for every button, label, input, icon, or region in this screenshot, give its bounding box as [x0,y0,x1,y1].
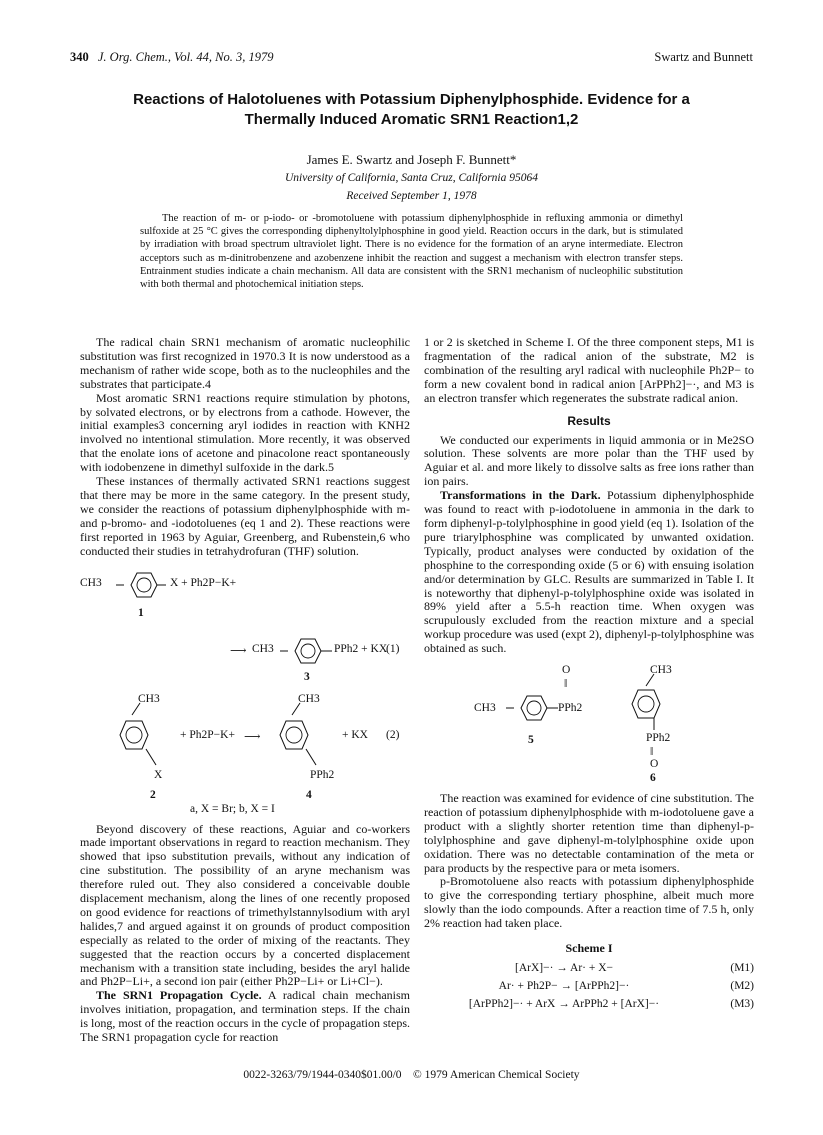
eq1-arrow: ⟶ [230,644,247,657]
struct6-double-bond: ‖ [650,746,654,759]
eq1-product-ch3: CH3 [252,642,274,655]
eq1-reactant-ring [116,567,166,603]
article-title: Reactions of Halotoluenes with Potassium Diphenylphosphide. Evidence for a Thermally Induced Aromatic SRN1 Reaction1,2 [133,91,690,128]
author-line: James E. Swartz and Joseph F. Bunnett* [306,152,517,167]
scheme-equation: Ar· + Ph2P− → [ArPPh2]−· [498,980,630,993]
article-code: 0022-3263/79/1944-0340$01.00/0 [243,1069,402,1081]
scheme-row [424,998,754,1016]
received-date: Received September 1, 1978 [346,190,477,202]
propagation-paragraph [80,989,410,1045]
eq1-number: (1) [386,642,400,655]
running-header [70,50,753,68]
eq2-reagent-text: + Ph2P−K+ [180,728,235,741]
scheme-row [424,980,754,998]
cine-paragraph: The reaction was examined for evidence of cine substitution. The reaction of potassium diphenylphosphide with m-iodotoluene gave a product with a slightly shorter retention time than diphenyl-p-tolylphosphine and gave diphenyl-m-tolylphosphine oxide upon oxidation. There was no detectable contamination of the meta or para products by the respective para or meta isomers. [424,791,754,875]
right-column [424,336,754,1016]
compound-label-4: 4 [306,788,312,801]
struct5-ch3: CH3 [474,702,496,715]
compound-label-6: 6 [650,772,656,785]
mechanism-paragraph: Beyond discovery of these reactions, Aguiar and co-workers made important observations in regard to reaction mechanism. They showed that ipso substitution prevails, without any indication of cine substitution. The possibility of an aryne mechanism was therefore ruled out. They also considered a conceivable double displacement mechanism, along the lines of one recently proposed on good evidence for reactions of trimethylstannylsodium with aryl halides,7 and argued against it on grounds of product composition especially as related to the order of mixing of the reactants. They suggested that the reaction occurs by a concerted displacement mechanism with a transition state including, besides the aryl halide and Ph2P−Li+, a second ion pair (either Ph2P−Li+ or Li+Cl−). [80,821,410,989]
scheme-title: Scheme I [565,941,613,956]
compound-label-2: 2 [150,788,156,801]
scheme-row [424,962,754,980]
eq2-reactant-x: X [154,768,163,781]
struct6-pph2: PPh2 [646,732,671,745]
scheme-label: (M3) [730,998,754,1011]
eq1-reactant-text: X + Ph2P−K+ [170,576,237,589]
scheme-label: (M1) [730,962,754,975]
eq2-product-ch3: CH3 [298,692,320,705]
compound-label-5: 5 [528,734,534,747]
intro-paragraph-1: The radical chain SRN1 mechanism of aromatic nucleophilic substitution was first recognized in 1970.3 It is now understood as a mechanism of rather wide scope, both as to the nucleophiles and the substrates that participate.4 [80,335,410,391]
compound-legend: a, X = Br; b, X = I [190,802,275,815]
dark-paragraph [424,489,754,656]
propagation-heading: The SRN1 Propagation Cycle. [96,988,262,1003]
running-authors: Swartz and Bunnett [654,50,753,64]
struct5-oxygen: O [562,664,571,677]
scheme-equation: [ArPPh2]−· + ArX → ArPPh2 + [ArX]−· [468,998,660,1011]
page-number: 340 [70,50,89,64]
left-column [80,336,410,1045]
copyright: © 1979 American Chemical Society [413,1069,580,1081]
propagation-text: A radical chain mechanism involves initiation, propagation, and termination steps. If the chain is long, most of the reaction occurs in the cycle of propagation steps. The SRN1 propagation cycle for reaction [80,988,410,1045]
scheme-equation: [ArX]−· → Ar· + X− [514,962,614,975]
intro-paragraph-3: These instances of thermally activated SRN1 reactions suggest that there may be more in the same category. In the present study, we consider the reactions of potassium diphenylphosphide with m- and p-bromo- and -iodotoluenes (eq 1 and 2). These reactions were first reported in 1963 by Aguiar, Greenberg, and Rubenstein,6 who conducted their studies in tetrahydrofuran (THF) solution. [80,474,410,558]
eq2-number: (2) [386,728,400,741]
eq2-product-pph2: PPh2 [310,768,335,781]
dark-heading: Transformations in the Dark. [440,488,601,503]
scheme-intro-paragraph: 1 or 2 is sketched in Scheme I. Of the three component steps, M1 is fragmentation of the radical anion of the substrate, M2 is combination of the resulting aryl radical with nucleophile Ph2P− to form a new covalent bond in radical anion [ArPPh2]−·, and M3 is an electron transfer which regenerates the substrate radical anion. [424,335,754,405]
results-heading: Results [567,413,611,428]
affiliation: University of California, Santa Cruz, California 95064 [284,172,539,184]
struct6-ch3: CH3 [650,664,672,677]
bromotoluene-paragraph: p-Bromotoluene also reacts with potassium diphenylphosphide to give the corresponding tertiary phosphine, albeit much more slowly than the iodo compounds. After a reaction time of 7.5 h, only 2% reaction had taken place. [424,874,754,931]
struct5-pph2: PPh2 [558,702,583,715]
eq1-ch3: CH3 [80,576,102,589]
eq1-product-ring [280,633,332,669]
eq2-byproduct-text: + KX [342,728,368,741]
struct6-oxygen: O [650,758,659,771]
struct5-double-bond: ‖ [564,678,568,691]
abstract: The reaction of m- or p-iodo- or -bromotoluene with potassium diphenylphosphide in refluxing ammonia or dimethyl sulfoxide at 25 °C gives the corresponding diphenyltolylphosphine in good yield. Reaction occurs in the dark, but is stimulated by irradiation with broad spectrum ultraviolet light. There is no evidence for the formation of an aryne intermediate. Electron acceptors such as m-dinitrobenzene and azobenzene inhibit the reaction and suggest a mechanism with electron transfer steps. Entrainment studies indicate a chain mechanism. All data are consistent with the SRN1 mechanism of nucleophilic substitution with both thermal and photochemical initiation steps. [140,213,683,291]
phosphine-oxide-structures [424,664,754,784]
scheme-label: (M2) [730,980,754,993]
struct5-ring [506,690,558,726]
eq1-product-text: PPh2 + KX [334,642,388,655]
struct6-ring [624,664,684,771]
compound-label-3: 3 [304,670,310,683]
equation-block [80,567,410,817]
eq2-reactant-ch3: CH3 [138,692,160,705]
intro-paragraph-2: Most aromatic SRN1 reactions require stimulation by photons, by solvated electrons, or by electrons from a cathode. However, the initial examples3 concerning aryl iodides in reaction with KNH2 involved no intentional stimulation. More recently, it was observed that the enolate ions of acetone and pinacolone react spontaneously with iodobenzene in dimethyl sulfoxide in the dark.5 [80,390,410,475]
journal-citation: J. Org. Chem., Vol. 44, No. 3, 1979 [97,50,274,64]
dark-text: Potassium diphenylphosphide was found to react with p-iodotoluene in ammonia in the dark to form diphenyl-p-tolylphosphine in good yield (eq 1). Isolation of the pure triarylphosphine was complicated by unwanted oxidation. Typically, product analyses were conducted by oxidation of the phosphine to the corresponding oxide (5 or 6) with ensuing isolation and/or determination by GLC. Results are summarized in Table I. It is noteworthy that diphenyl-p-tolylphosphine oxide was isolated in 89% yield after a 5.5-h reaction time. When oxygen was scrupulously excluded from the reaction mixture and a special workup procedure was used (expt 2), diphenyl-p-tolylphosphine was obtained as such. [424,488,754,656]
results-paragraph-1: We conducted our experiments in liquid ammonia or in Me2SO solution. These solvents are more polar than the THF used by Aguiar et al. and more likely to dissolve salts as free ions rather than ion pairs. [424,432,754,489]
eq2-arrow: ⟶ [244,730,261,743]
compound-label-1: 1 [138,606,144,619]
footer [0,1069,823,1081]
scheme-1 [424,941,754,1016]
